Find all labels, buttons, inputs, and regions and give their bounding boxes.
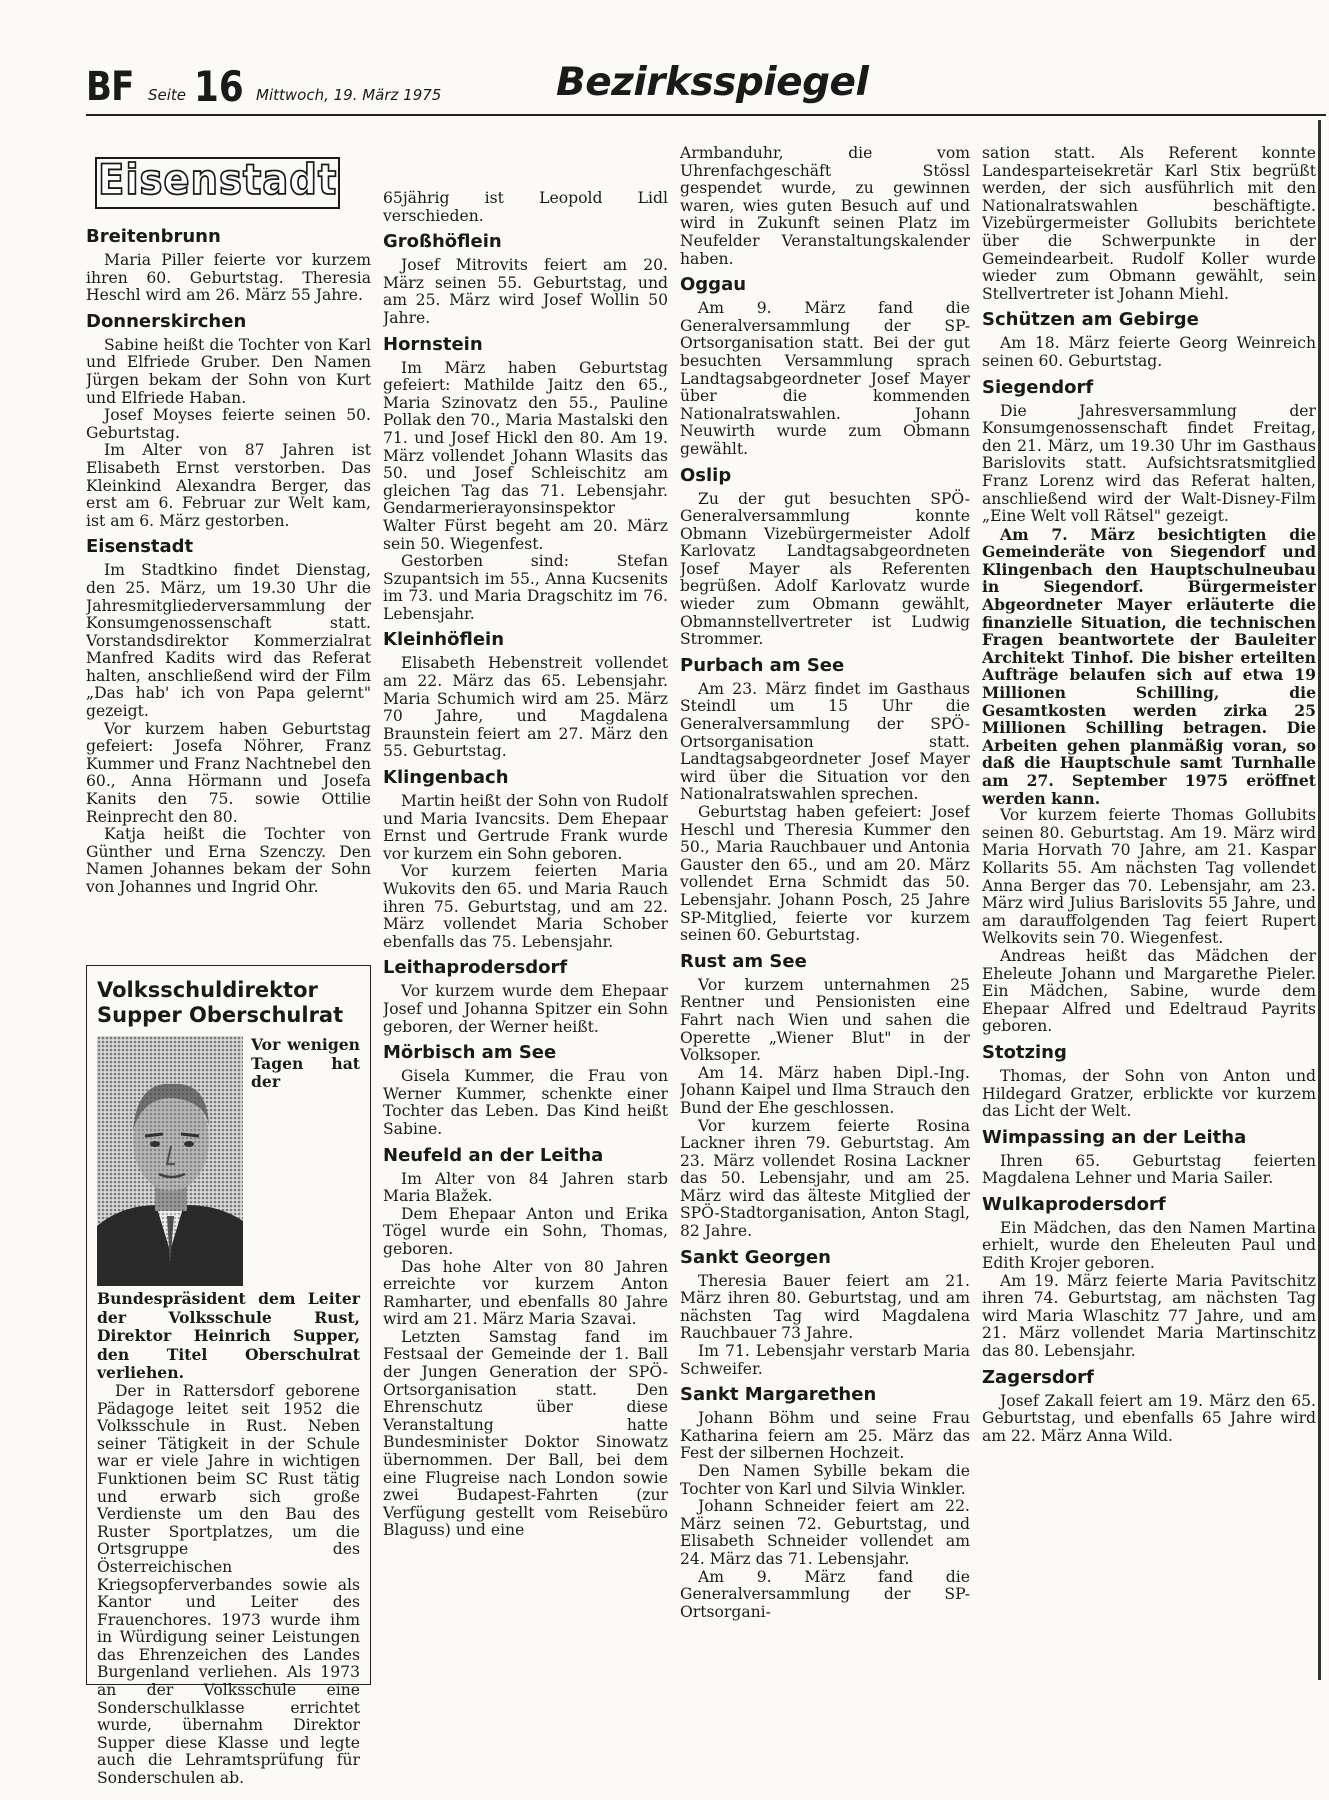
article-paragraph: Vor kurzem haben Geburtstag gefeiert: Josefa Nöhrer, Franz Kummer und Franz Nachtnebel den 60., Anna Hörmann und Josefa Kanits den 75. sowie Ottilie Reinprecht den 80. [86, 719, 371, 826]
article-heading: Zagersdorf [982, 1366, 1094, 1388]
article-heading: Sankt Georgen [680, 1246, 831, 1268]
portrait-photo [97, 1036, 243, 1286]
article-heading: Wimpassing an der Leitha [982, 1126, 1247, 1148]
article-paragraph: Vor kurzem unternahmen 25 Rentner und Pensionisten eine Fahrt nach Wien und sahen die Operette „Wiener Blut" in der Volksoper. [680, 975, 970, 1065]
article-paragraph: Gestorben sind: Stefan Szupantsich im 55., Anna Kucsenits im 73. und Maria Dragschitz im 76. Lebensjahr. [383, 552, 668, 623]
article-paragraph: Katja heißt die Tochter von Günther und Erna Szenczy. Den Namen Johannes bekam der Sohn von Johannes und Ingrid Ohr. [86, 825, 371, 896]
column-1 [86, 220, 371, 960]
district-logo: Eisenstadt [98, 155, 338, 204]
feature-box [86, 965, 371, 1788]
article-heading: Stotzing [982, 1041, 1067, 1063]
article-heading: Leithaprodersdorf [383, 957, 568, 979]
article-heading: Sankt Margarethen [680, 1384, 877, 1406]
article-paragraph: Am 14. März haben Dipl.-Ing. Johann Kaipel und Ilma Strauch den Bund der Ehe geschlossen. [680, 1063, 970, 1117]
article-paragraph: Josef Zakall feiert am 19. März den 65. Geburtstag, und ebenfalls 65 Jahre wird am 22. März Anna Wild. [982, 1391, 1316, 1445]
article-heading: Klingenbach [383, 767, 509, 789]
article-paragraph: Die Jahresversammlung der Konsumgenossenschaft findet Freitag, den 21. März, um 19.30 Uhr im Gasthaus Barislovits statt. Aufsichtsratsmitglied Franz Lorenz wird das Referat halten, anschließend wird der Walt-Disney-Film „Eine Welt voll Rätsel" gezeigt. [982, 401, 1316, 526]
article-paragraph: Im März haben Geburtstag gefeiert: Mathilde Jaitz den 65., Maria Szinovatz den 55., Pauline Pollak den 70., Maria Mastalski den 71. und Josef Hickl den 80. Am 19. März vollendet Johann Wlasits das 50. und Josef Schleischitz am gleichen Tag das 71. Lebensjahr. Gendarmerierayonsinspektor Walter Fürst begeht am 20. März sein 50. Wiegenfest. [383, 358, 668, 553]
article-paragraph: Andreas heißt das Mädchen der Eheleute Johann und Margarethe Pieler. Ein Mädchen, Sabine, wurde dem Ehepaar Alfred und Edeltraud Payrits geboren. [982, 946, 1316, 1036]
page-edge-line [1318, 120, 1321, 1680]
page-label: Seite [148, 86, 187, 104]
article-paragraph: Im 71. Lebensjahr verstarb Maria Schweifer. [680, 1342, 970, 1378]
article-paragraph: Den Namen Sybille bekam die Tochter von Karl und Silvia Winkler. [680, 1462, 970, 1498]
page-header [86, 58, 1316, 118]
article-paragraph: Im Alter von 84 Jahren starb Maria Blažek. [383, 1169, 668, 1206]
column-4 [982, 145, 1316, 1685]
article-paragraph: Vor kurzem feierte Rosina Lackner ihren 79. Geburtstag. Am 23. März vollendet Rosina Lackner das 50. Lebensjahr, und am 25. März wird das älteste Mitglied der SPÖ-Stadtorganisation, Anton Stagl, 82 Jahre. [680, 1116, 970, 1241]
column-2 [383, 190, 668, 1685]
article-paragraph: Im Alter von 87 Jahren ist Elisabeth Ernst verstorben. Das Kleinkind Alexandra Berger, das erst am 6. Februar zur Welt kam, ist am 6. März gestorben. [86, 441, 371, 530]
article-heading: Hornstein [383, 333, 483, 355]
article-heading: Rust am See [680, 950, 807, 972]
article-paragraph: Letzten Samstag fand im Festsaal der Gemeinde der 1. Ball der Jungen Generation der SPÖ-Ortsorganisation statt. Den Ehrenschutz über diese Veranstaltung hatte Bundesminister Doktor Sinowatz übernommen. Der Ball, bei dem eine Flugreise nach London sowie zwei Budapest-Fahrten (zur Verfügung gestellt vom Reisebüro Blaguss) und eine [383, 1327, 668, 1540]
article-heading: Mörbisch am See [383, 1042, 557, 1064]
article-heading: Oslip [680, 464, 732, 486]
article-paragraph: Josef Moyses feierte seinen 50. Geburtstag. [86, 406, 371, 442]
column-2-lead: 65jährig ist Leopold Lidl verschieden. [383, 190, 668, 225]
article-paragraph: Maria Piller feierte vor kurzem ihren 60. Geburtstag. Theresia Heschl wird am 26. März 55 Jahre. [86, 251, 371, 305]
article-paragraph: Das hohe Alter von 80 Jahren erreichte vor kurzem Anton Ramharter, und ebenfalls 80 Jahre wird am 21. März Maria Szavai. [383, 1257, 668, 1329]
article-paragraph: Ein Mädchen, das den Namen Martina erhielt, wurde den Eheleuten Paul und Edith Krojer geboren. [982, 1218, 1316, 1273]
article-paragraph: Vor kurzem wurde dem Ehepaar Josef und Johanna Spitzer ein Sohn geboren, der Werner heißt. [383, 982, 668, 1036]
article-heading: Breitenbrunn [86, 226, 221, 247]
article-heading: Schützen am Gebirge [982, 309, 1199, 331]
article-paragraph: Elisabeth Hebenstreit vollendet am 22. März das 65. Lebensjahr. Maria Schumich wird am 25. März 70 Jahre, und Magdalena Braunstein feiert am 27. März den 55. Geburtstag. [383, 654, 668, 761]
feature-body: Der in Rattersdorf geborene Pädagoge leitet seit 1952 die Volksschule in Rust. Neben seiner Tätigkeit in der Schule war er viele Jahre in wichtigen Funktionen beim SC Rust tätig und erwarb sich große Verdienste um den Bau des Ruster Sportplatzes, um die Ortsgruppe des Österreichischen Kriegsopferverbandes sowie als Kantor und Leiter des Frauenchores. 1973 wurde ihm in Würdigung seiner Leistungen das Ehrenzeichen des Landes Burgenland verliehen. Als 1973 an der Volksschule eine Sonderschulklasse errichtet wurde, übernahm Direktor Supper diese Klasse und legte auch die Lehramtsprüfung für Sonderschulen ab. [97, 1381, 360, 1788]
feature-title: Volksschuldirektor Supper Oberschulrat [97, 978, 344, 1027]
article-paragraph: Am 9. März fand die Generalversammlung der SP-Ortsorgani- [680, 1567, 970, 1621]
article-paragraph: Sabine heißt die Tochter von Karl und Elfriede Gruber. Den Namen Jürgen bekam der Sohn von Kurt und Elfriede Haban. [86, 335, 371, 407]
article-paragraph: Ihren 65. Geburtstag feierten Magdalena Lehner und Maria Sailer. [982, 1151, 1316, 1188]
article-paragraph: Am 19. März feierte Maria Pavitschitz ihren 74. Geburtstag, am nächsten Tag wird Maria Wlaschitz 77 Jahre, und am 21. März vollendet Maria Martinschitz das 80. Lebensjahr. [982, 1271, 1316, 1361]
article-paragraph: Martin heißt der Sohn von Rudolf und Maria Ivancsits. Dem Ehepaar Ernst und Gertrude Frank wurde vor kurzem ein Sohn geboren. [383, 792, 668, 863]
article-paragraph: Gisela Kummer, die Frau von Werner Kummer, schenkte einer Tochter das Leben. Das Kind heißt Sabine. [383, 1067, 668, 1138]
column-3-lead: Armbanduhr, die vom Uhrenfachgeschäft Stössl gespendet wurde, zu gewinnen waren, wies guten Besuch auf und wird in Zukunft seinen Platz im Neufelder Veranstaltungskalender haben. [680, 145, 970, 268]
header-rule [86, 114, 1326, 116]
article-heading: Großhöflein [383, 231, 502, 253]
article-heading: Wulkaprodersdorf [982, 1193, 1166, 1215]
article-paragraph: Am 9. März fand die Generalversammlung der SP-Ortsorganisation statt. Bei der gut besuchten Versammlung sprach Landtagsabgeordneter Josef Mayer über die kommenden Nationalratswahlen. Johann Neuwirth wurde zum Obmann gewählt. [680, 299, 970, 458]
article-paragraph: Josef Mitrovits feiert am 20. März seinen 55. Geburtstag, und am 25. März wird Josef Wollin 50 Jahre. [383, 256, 668, 327]
article-paragraph: Am 23. März findet im Gasthaus Steindl um 15 Uhr die Generalversammlung der SPÖ-Ortsorganisation statt. Landtagsabgeordneter Josef Mayer wird über die Situation vor den Nationalratswahlen sprechen. [680, 679, 970, 804]
article-paragraph-bold: Am 7. März besichtigten die Gemeinderäte von Siegendorf und Klingenbach den Hauptschulneubau in Siegendorf. Bürgermeister Abgeordneter Mayer erläuterte die finanzielle Situation, die technischen Fragen beantwortete der Bauleiter Architekt Tinhof. Die bisher erteilten Aufträge belaufen sich auf etwa 19 Millionen Schilling, die Gesamtkosten werden zirka 25 Millionen Schilling betragen. Die Arbeiten gehen planmäßig voran, so daß die Hauptschule samt Turnhalle am 27. September 1975 eröffnet werden kann. [982, 524, 1316, 808]
article-heading: Eisenstadt [86, 536, 194, 558]
column-3 [680, 145, 970, 1685]
article-paragraph: Im Stadtkino findet Dienstag, den 25. März, um 19.30 Uhr die Jahresmitgliederversammlung der Konsumgenossenschaft statt. Vorstandsdirektor Kommerzialrat Manfred Kadits wird das Referat halten, anschließend wird der Film „Das hab' ich von Papa gelernt" gezeigt. [86, 561, 371, 721]
portrait-illustration [97, 1036, 243, 1286]
article-heading: Oggau [680, 274, 747, 296]
article-paragraph: Vor kurzem feierten Maria Wukovits den 65. und Maria Rauch ihren 75. Geburtstag, und am 22. März vollendet Maria Schober ebenfalls das 75. Lebensjahr. [383, 862, 668, 951]
article-heading: Neufeld an der Leitha [383, 1144, 604, 1166]
article-heading: Donnerskirchen [86, 310, 247, 332]
article-heading: Purbach am See [680, 654, 845, 676]
article-paragraph: Johann Böhm und seine Frau Katharina feiern am 25. März das Fest der silbernen Hochzeit. [680, 1409, 970, 1463]
article-paragraph: Vor kurzem feierte Thomas Gollubits seinen 80. Geburtstag. Am 19. März wird Maria Horvath 70 Jahre, am 21. Kaspar Kollarits 55. Am nächsten Tag vollendet Anna Berger das 70. Lebensjahr, am 23. März wird Julius Barislovits 55 Jahre, und am darauffolgenden Tag feiert Rupert Welkovits sein 70. Wiegenfest. [982, 806, 1316, 948]
article-paragraph: Dem Ehepaar Anton und Erika Tögel wurde ein Sohn, Thomas, geboren. [383, 1204, 668, 1258]
article-paragraph: Theresia Bauer feiert am 21. März ihren 80. Geburtstag, und am nächsten Tag wird Magdalena Rauchbauer 73 Jahre. [680, 1271, 970, 1343]
paper-logo: BF [86, 64, 134, 110]
article-paragraph: Johann Schneider feiert am 22. März seinen 72. Geburtstag, und Elisabeth Schneider vollendet am 24. März das 71. Lebensjahr. [680, 1497, 970, 1568]
column-4-lead: sation statt. Als Referent konnte Landesparteisekretär Karl Stix begrüßt werden, der sich ausführlich mit den Nationalratswahlen beschäftigte. Vizebürgermeister Gollubits berichtete über die Schwerpunkte in der Gemeindearbeit. Rudolf Koller wurde wieder zum Obmann gewählt, sein Stellvertreter ist Johann Miehl. [982, 145, 1316, 303]
article-paragraph: Zu der gut besuchten SPÖ-Generalversammlung konnte Obmann Vizebürgermeister Adolf Karlovatz Landtagsabgeordneten Josef Mayer als Referenten begrüßen. Adolf Karlovatz wurde wieder zum Obmann gewählt, Obmannstellvertreter ist Ludwig Strommer. [680, 489, 970, 649]
issue-date: Mittwoch, 19. März 1975 [256, 86, 442, 104]
article-paragraph: Am 18. März feierte Georg Weinreich seinen 60. Geburtstag. [982, 334, 1316, 370]
article-paragraph: Geburtstag haben gefeiert: Josef Heschl und Theresia Kummer den 50., Maria Rauchbauer und Antonia Gauster den 65., und am 20. März vollendet Erna Schmidt das 50. Lebensjahr. Johann Posch, 25 Jahre SP-Mitglied, feierte vor kurzem seinen 60. Geburtstag. [680, 803, 970, 945]
feature-lead: Vor wenigen Tagen hat der Bundespräsident dem Leiter der Volksschule Rust, Direktor Heinrich Supper, den Titel Oberschulrat verliehen. [97, 1035, 360, 1383]
article-heading: Kleinhöflein [383, 629, 505, 651]
article-heading: Siegendorf [982, 376, 1094, 398]
section-title: Bezirksspiegel [556, 60, 869, 105]
page-number: 16 [194, 62, 244, 111]
article-paragraph: Thomas, der Sohn von Anton und Hildegard Gratzer, erblickte vor kurzem das Licht der Welt. [982, 1066, 1316, 1121]
